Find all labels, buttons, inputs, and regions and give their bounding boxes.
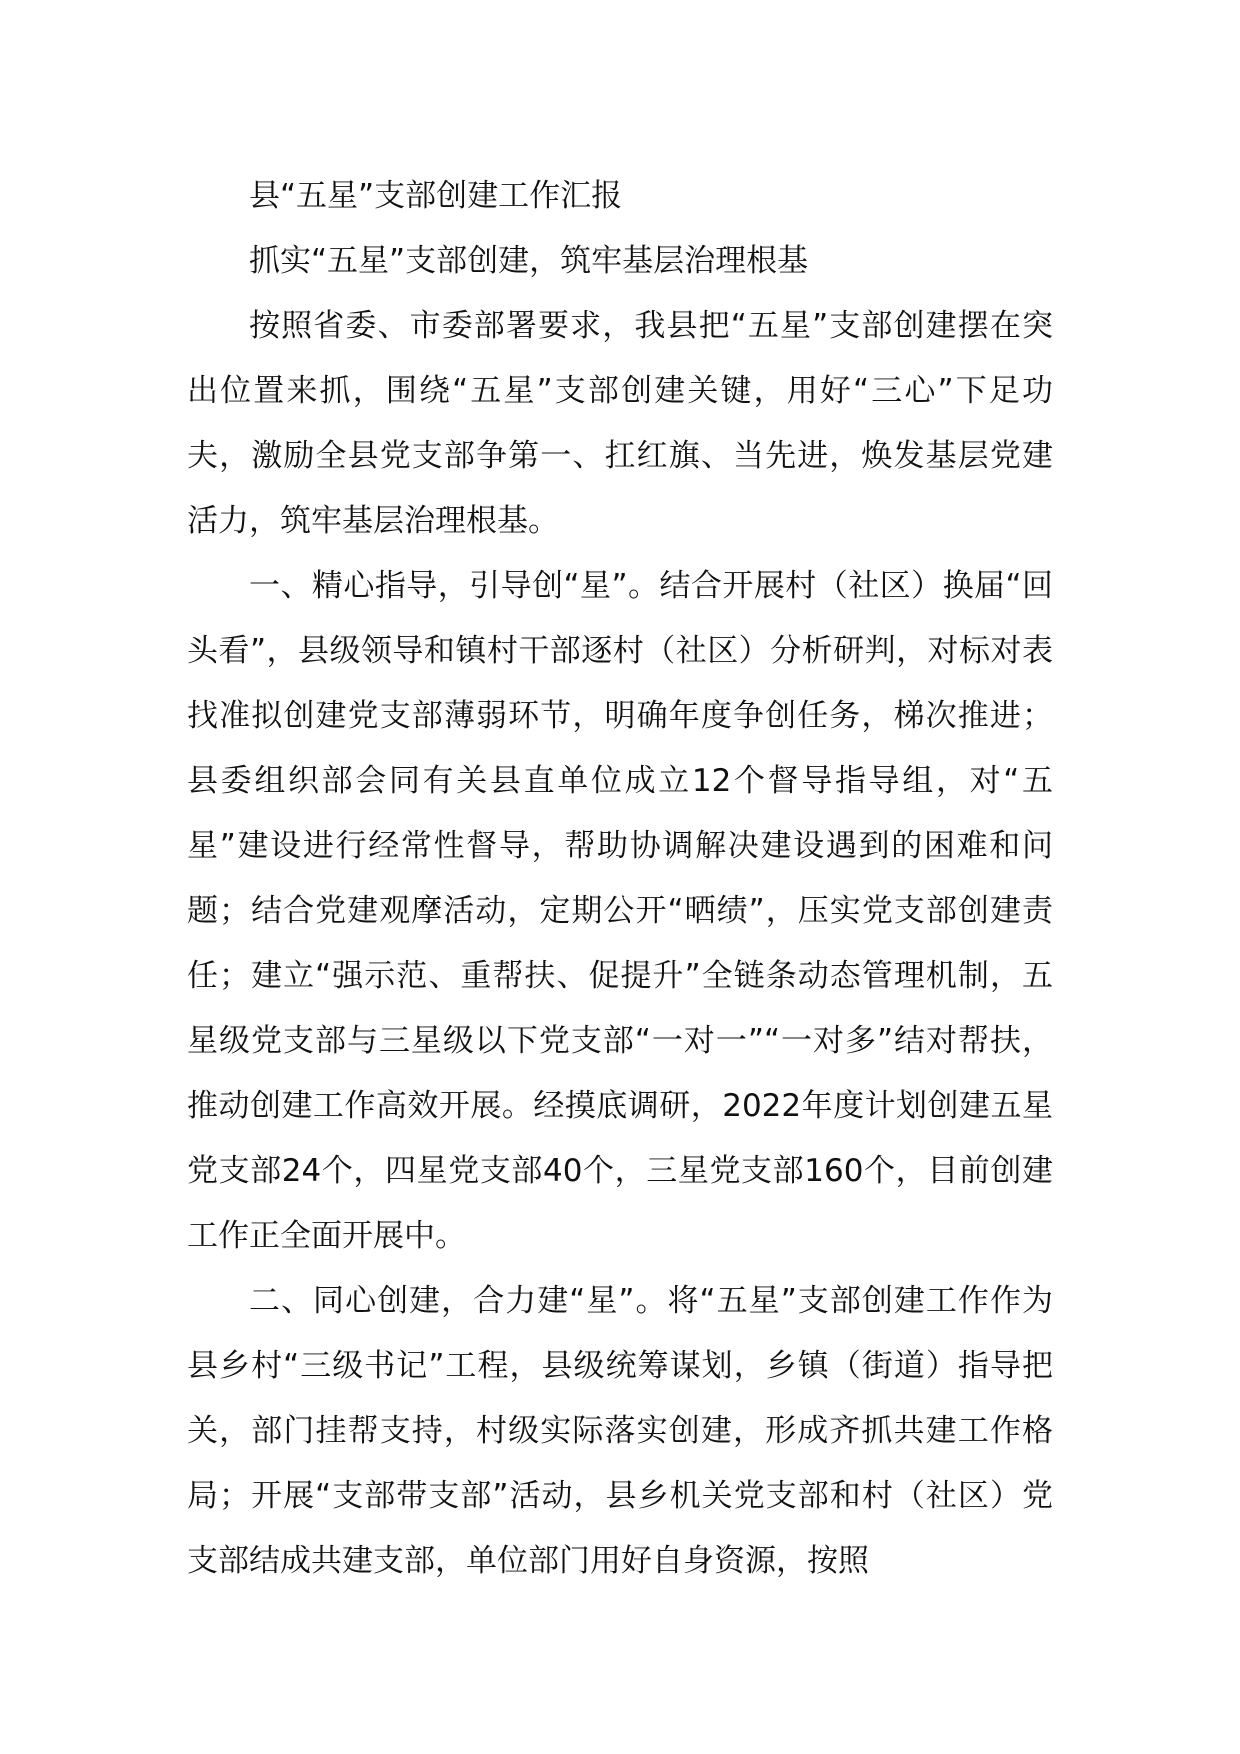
intro-paragraph: 按照省委、市委部署要求，我县把“五星”支部创建摆在突出位置来抓，围绕“五星”支部创建关键，用好“三心”下足功夫，激励全县党支部争第一、扛红旗、当先进，焕发基层党建活力，筑牢基层治理根基。 (187, 308, 1053, 539)
document-subtitle: 抓实“五星”支部创建，筑牢基层治理根基 (249, 243, 809, 279)
document-body (187, 164, 1053, 1594)
document-title: 县“五星”支部创建工作汇报 (249, 178, 623, 214)
section-two-paragraph: 二、同心创建，合力建“星”。将“五星”支部创建工作作为县乡村“三级书记”工程，县级统筹谋划，乡镇（街道）指导把关，部门挂帮支持，村级实际落实创建，形成齐抓共建工作格局；开展“支部带支部”活动，县乡机关党支部和村（社区）党支部结成共建支部，单位部门用好自身资源，按照 (187, 1283, 1053, 1579)
section-one-paragraph: 一、精心指导，引导创“星”。结合开展村（社区）换届“回头看”，县级领导和镇村干部逐村（社区）分析研判，对标对表找准拟创建党支部薄弱环节，明确年度争创任务，梯次推进；县委组织部会同有关县直单位成立12个督导指导组，对“五星”建设进行经常性督导，帮助协调解决建设遇到的困难和问题；结合党建观摩活动，定期公开“晒绩”，压实党支部创建责任；建立“强示范、重帮扶、促提升”全链条动态管理机制，五星级党支部与三星级以下党支部“一对一”“一对多”结对帮扶，推动创建工作高效开展。经摸底调研，2022年度计划创建五星党支部24个，四星党支部40个，三星党支部160个，目前创建工作正全面开展中。 (187, 568, 1053, 1254)
